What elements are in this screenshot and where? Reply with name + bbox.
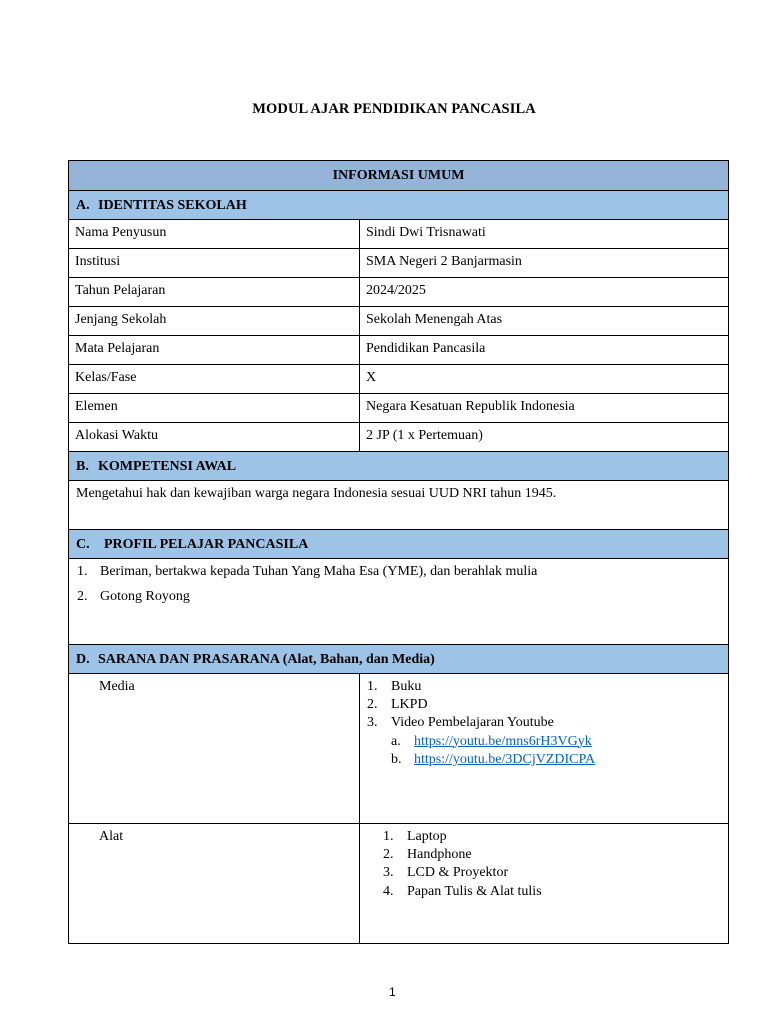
section-a-heading: [69, 191, 729, 220]
video-link-list: [391, 733, 722, 769]
profil-list: [76, 563, 722, 605]
media-items-cell: [360, 674, 729, 824]
section-title: SARANA DAN PRASARANA (Alat, Bahan, dan Media): [98, 651, 435, 667]
item-text: Handphone: [407, 847, 472, 863]
media-label: Media: [99, 679, 135, 694]
section-title: KOMPETENSI AWAL: [98, 458, 237, 474]
item-number: 3.: [367, 715, 378, 731]
list-item: [367, 696, 722, 714]
row-label: Tahun Pelajaran: [69, 278, 360, 307]
list-item: [383, 828, 722, 846]
profil-cell: [69, 559, 729, 645]
section-letter: C.: [76, 536, 90, 552]
section-a-row: [69, 191, 729, 220]
item-text: Beriman, bertakwa kepada Tuhan Yang Maha Esa (YME), dan berahlak mulia: [100, 564, 538, 579]
informasi-umum-table: [68, 160, 729, 944]
row-value: Sekolah Menengah Atas: [360, 307, 729, 336]
document-title: MODUL AJAR PENDIDIKAN PANCASILA: [252, 101, 536, 117]
section-letter: B.: [76, 458, 89, 474]
table-row: [69, 336, 729, 365]
list-item: [391, 733, 722, 751]
row-label: Elemen: [69, 394, 360, 423]
media-list: [367, 678, 722, 769]
list-item: [383, 864, 722, 882]
row-label: Kelas/Fase: [69, 365, 360, 394]
section-letter: D.: [76, 651, 90, 667]
section-d-heading: [69, 645, 729, 674]
list-item: [367, 678, 722, 696]
item-number: 2.: [77, 589, 88, 604]
alat-list: [367, 828, 722, 901]
page-number: 1: [389, 985, 396, 999]
item-number: 3.: [383, 865, 394, 881]
item-letter: a.: [391, 733, 401, 749]
alat-row: [69, 824, 729, 944]
row-value: 2024/2025: [360, 278, 729, 307]
item-number: 4.: [383, 883, 394, 899]
table-row: [69, 365, 729, 394]
youtube-link[interactable]: https://youtu.be/mns6rH3VGyk: [414, 733, 592, 749]
list-item: [383, 883, 722, 901]
list-item: [383, 846, 722, 864]
row-value: Negara Kesatuan Republik Indonesia: [360, 394, 729, 423]
item-letter: b.: [391, 751, 402, 767]
alat-label: Alat: [99, 829, 124, 844]
table-header-row: [69, 161, 729, 191]
section-b-row: [69, 452, 729, 481]
kompetensi-text: Mengetahui hak dan kewajiban warga negara Indonesia sesuai UUD NRI tahun 1945.: [69, 481, 729, 530]
list-item: [391, 751, 722, 769]
section-title: PROFIL PELAJAR PANCASILA: [104, 536, 309, 552]
row-value: X: [360, 365, 729, 394]
row-label: Alokasi Waktu: [69, 423, 360, 452]
section-c-heading: [69, 530, 729, 559]
row-value: Sindi Dwi Trisnawati: [360, 220, 729, 249]
item-text: LCD & Proyektor: [407, 865, 509, 881]
item-text: Video Pembelajaran Youtube: [391, 715, 554, 731]
row-label: Mata Pelajaran: [69, 336, 360, 365]
row-label: Jenjang Sekolah: [69, 307, 360, 336]
table-header: INFORMASI UMUM: [69, 161, 729, 191]
row-label: Institusi: [69, 249, 360, 278]
alat-items-cell: [360, 824, 729, 944]
row-value: Pendidikan Pancasila: [360, 336, 729, 365]
table-row: [69, 249, 729, 278]
kompetensi-row: [69, 481, 729, 530]
list-item: [367, 714, 722, 769]
section-c-row: [69, 530, 729, 559]
youtube-link[interactable]: https://youtu.be/3DCjVZDICPA: [414, 751, 596, 767]
table-row: [69, 220, 729, 249]
profil-row: [69, 559, 729, 645]
row-label: Nama Penyusun: [69, 220, 360, 249]
table-row: [69, 394, 729, 423]
section-b-heading: [69, 452, 729, 481]
item-text: LKPD: [391, 697, 428, 713]
item-text: Buku: [391, 679, 422, 694]
section-d-row: [69, 645, 729, 674]
media-label-cell: [69, 674, 360, 824]
row-value: SMA Negeri 2 Banjarmasin: [360, 249, 729, 278]
list-item: [76, 588, 722, 605]
table-row: [69, 307, 729, 336]
media-row: [69, 674, 729, 824]
table-row: [69, 423, 729, 452]
item-text: Gotong Royong: [100, 589, 190, 604]
item-text: Laptop: [407, 829, 447, 844]
list-item: [76, 563, 722, 580]
table-row: [69, 278, 729, 307]
section-title: IDENTITAS SEKOLAH: [98, 197, 247, 213]
alat-label-cell: [69, 824, 360, 944]
row-value: 2 JP (1 x Pertemuan): [360, 423, 729, 452]
section-letter: A.: [76, 197, 90, 213]
item-number: 1.: [77, 564, 88, 579]
item-text: Papan Tulis & Alat tulis: [407, 883, 542, 899]
item-number: 1.: [383, 829, 394, 844]
item-number: 2.: [367, 697, 378, 713]
item-number: 2.: [383, 847, 394, 863]
item-number: 1.: [367, 679, 378, 694]
